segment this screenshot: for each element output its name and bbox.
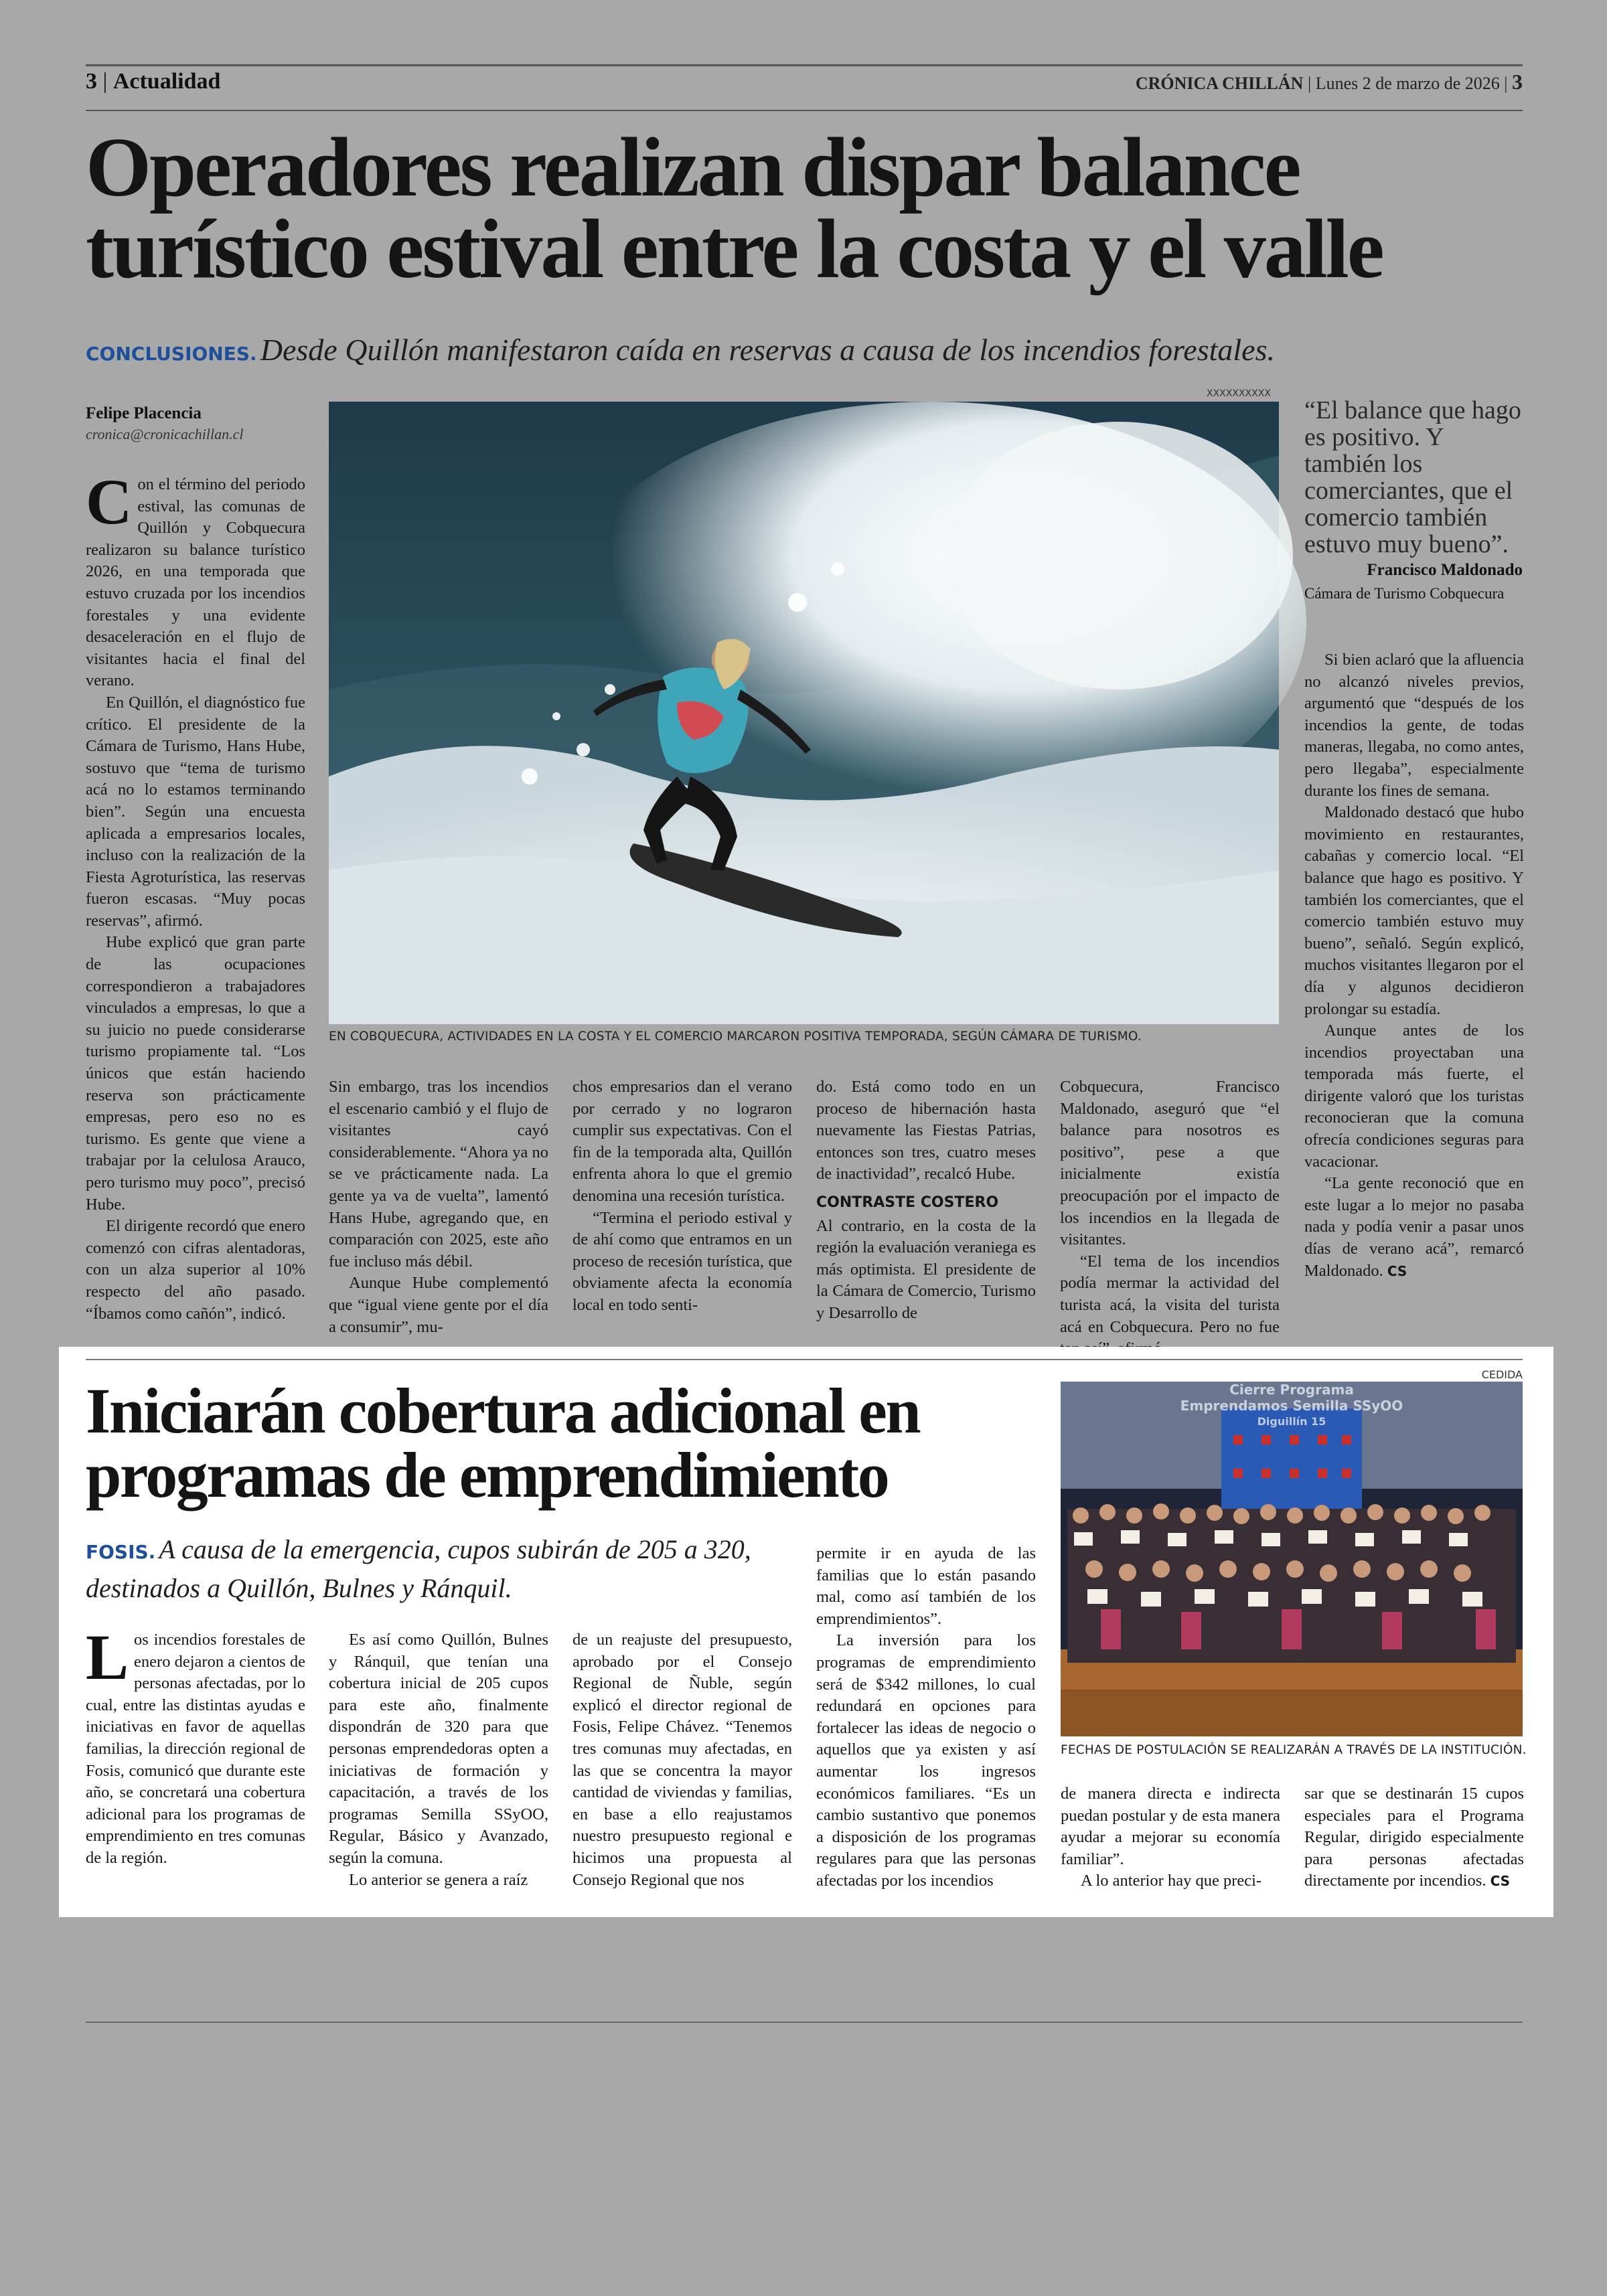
- section-name: Actualidad: [112, 69, 221, 94]
- article2-col3-p1: de un reajuste del presupuesto, aprobado por el Consejo Regional de Ñuble, según explicó el director regional de Fosis, Felipe Chávez. “Tenemos tres comunas muy afectadas, en las que se concentra la mayor cantidad de viviendas y familias, en base a ello reajustamos nuestro presupuesto regional e hicimos una propuesta al Consejo Regional que nos: [572, 1631, 792, 1889]
- end-mark-2: CS: [1490, 1873, 1511, 1890]
- article2-headline-line2: programas de emprendimiento: [86, 1439, 889, 1511]
- article1-col1-p2: En Quillón, el diagnóstico fue crítico. El presidente de la Cámara de Turismo, Hans Hube, sostuvo que “tema de turismo acá no lo estamos terminando bien”. Según una encuesta aplicada a empresarios locales, incluso con la realización de la Fiesta Agroturística, las reservas fueron escasas. “Muy pocas reservas”, afirmó.: [86, 693, 305, 930]
- graduation-photo: [1061, 1382, 1523, 1736]
- article1-col5-p1: Cobquecura, Francisco Maldonado, aseguró que “el balance para nosotros es positivo”, pese a que inicialmente existía preocupación por el impacto de los incendios en la llegada de visitantes.: [1060, 1078, 1280, 1249]
- article1-column-1: [86, 466, 305, 1344]
- article2-column-1: [86, 1621, 305, 1904]
- surf-photo-image: [329, 402, 1279, 1024]
- page-bottom-rule: [86, 2022, 1523, 2023]
- article2-column-5: [1061, 1783, 1280, 1904]
- page-number-right: 3: [1512, 70, 1523, 94]
- article1-subhead: CONTRASTE COSTERO: [816, 1194, 999, 1211]
- article1-col4-p2: Al contrario, en la costa de la región la evaluación veraniega es más optimista. El presidente de la Cámara de Comercio, Turismo y Desarrollo de: [816, 1216, 1036, 1322]
- quote-role: Cámara de Turismo Cobquecura: [1304, 585, 1505, 602]
- photo-credit-surf: XXXXXXXXXX: [1207, 388, 1271, 399]
- graduation-photo-image: [1061, 1382, 1523, 1736]
- article1-col3-p2: “Termina el periodo estival y de ahí como que entramos en un proceso de recesión turística, que obviamente afecta la economía local en todo senti-: [572, 1208, 792, 1314]
- surf-photo: [329, 402, 1279, 1024]
- page-number-left: 3: [86, 69, 97, 94]
- article1-byline: [86, 404, 307, 443]
- article2-col4-p1: permite ir en ayuda de las familias que lo están pasando mal, como así también de los emprendimientos”.: [816, 1544, 1036, 1628]
- surf-photo-caption: EN COBQUECURA, ACTIVIDADES EN LA COSTA Y EL COMERCIO MARCARON POSITIVA TEMPORADA, SEGÚN CÁMARA DE TURISMO.: [329, 1030, 1142, 1044]
- article2-col1-p1: [86, 1621, 305, 1870]
- article1-deck-text: Desde Quillón manifestaron caída en reservas a causa de los incendios forestales.: [260, 333, 1276, 367]
- article2-col4-p2: La inversión para los programas de emprendimiento será de $342 millones, lo cual redundará en opciones para fortalecer las ideas de negocio o aquellos que ya existen y así aumentar los ingresos económicos familiares. “Es un cambio sustantivo que ponemos a disposición de los programas regulares para que las personas afectadas por los incendios: [816, 1631, 1036, 1890]
- article1-deck: [86, 332, 1525, 367]
- article1-column-2: [329, 1076, 548, 1344]
- article2-col1-p1-text: os incendios forestales de enero dejaron a cientos de personas afectadas, por lo cual, entre las distintas ayudas e iniciativas en favor de aquellas familias, la dirección regional de Fosis, comunicó que durante este año, se concretará una cobertura adicional para los programas de emprendimiento en tres comunas de la región.: [86, 1631, 305, 1867]
- article1-column-6: [1304, 649, 1524, 1345]
- graduation-photo-caption: FECHAS DE POSTULACIÓN SE REALIZARÁN A TRAVÉS DE LA INSTITUCIÓN.: [1061, 1743, 1527, 1757]
- header-divider-right: |: [1307, 74, 1316, 93]
- article2-col6-p1: [1304, 1783, 1524, 1892]
- article1-column-4: [816, 1076, 1036, 1344]
- article1-col6-p3: Aunque antes de los incendios proyectaban una temporada más fuerte, el dirigente valoró que los turistas reconocieran que la comuna ofrecía condiciones seguras para vacacionar.: [1304, 1021, 1524, 1171]
- article1-col1-p3: Hube explicó que gran parte de las ocupaciones correspondieron a trabajadores vinculados a empresas, lo que a su juicio no puede considerarse turismo propiamente tal. “Los únicos que están haciendo reserva son prácticamente empresas, pero eso no es turismo. Es gente que viene a trabajar por la celulosa Arauco, pero turismo muy poco”, precisó Hube.: [86, 933, 305, 1214]
- article2-column-2: [329, 1629, 548, 1904]
- article1-kicker: CONCLUSIONES.: [86, 343, 257, 365]
- article1-headline: [86, 121, 1525, 296]
- banner-line-1: Cierre Programa: [1229, 1382, 1354, 1398]
- article2-top-rule: [86, 1359, 1523, 1360]
- quote-author: Francisco Maldonado: [1367, 561, 1523, 579]
- article1-col1-p1: [86, 466, 305, 692]
- article1-headline-line1: Operadores realizan dispar balance: [86, 121, 1300, 214]
- article1-col6-p4: [1304, 1173, 1524, 1282]
- article1-col6-p1: Si bien aclaró que la afluencia no alcanzó niveles previos, argumentó que “después de los incendios la gente, de todas maneras, llegaba, no como antes, pero llegaba”, especialmente durante los fines de semana.: [1304, 651, 1524, 800]
- article1-col1-p4: El dirigente recordó que enero comenzó con cifras alentadoras, con un alza superior al 10% respecto del año pasado. “Íbamos como cañón”, indicó.: [86, 1217, 305, 1323]
- article2-col5-p1: de manera directa e indirecta puedan postular y de esta manera ayudar a mejorar su economía familiar”.: [1061, 1785, 1280, 1868]
- pull-quote: “El balance que hago es positivo. Y también los comerciantes, que el comercio también estuvo muy bueno”.: [1304, 396, 1521, 558]
- article2-column-4: [816, 1543, 1036, 1904]
- header-top-rule: [86, 64, 1523, 66]
- article1-col4-p1: do. Está como todo en un proceso de hibernación hasta nuevamente las Fiestas Patrias, entonces son tres, cuatro meses de inactividad”, recalcó Hube.: [816, 1078, 1036, 1183]
- article2-headline-line1: Iniciarán cobertura adicional en: [86, 1375, 920, 1447]
- article2-column-6: [1304, 1783, 1524, 1904]
- header-divider: |: [102, 69, 113, 94]
- article1-headline-line2: turístico estival entre la costa y el valle: [86, 203, 1383, 296]
- article2-deck: [86, 1533, 755, 1611]
- header-bottom-rule: [86, 110, 1523, 111]
- banner-line-2: Emprendamos Semilla SSyOO: [1180, 1398, 1403, 1414]
- author-name: Felipe Placencia: [86, 404, 202, 422]
- article1-column-3: [572, 1076, 792, 1344]
- end-mark: CS: [1387, 1262, 1407, 1279]
- publication-name: CRÓNICA CHILLÁN: [1135, 74, 1304, 93]
- issue-date: Lunes 2 de marzo de 2026: [1315, 74, 1500, 93]
- article2-headline: [86, 1375, 1023, 1511]
- page-header-right: [1136, 67, 1523, 96]
- photo-credit-cedida: CEDIDA: [1481, 1368, 1523, 1381]
- dropcap-2: L: [86, 1621, 129, 1693]
- article1-col6-p2: Maldonado destacó que hubo movimiento en restaurantes, cabañas y comercio local. “El balance que hago es positivo. Y también los comerciantes, que el comercio también estuvo muy bueno”, señaló. Según explicó, muchos visitantes llegaron por el día y algunos decidieron prolongar su estadía.: [1304, 803, 1524, 1018]
- article2-column-3: [572, 1629, 792, 1904]
- dropcap: C: [86, 466, 133, 538]
- author-email: cronica@cronicachillan.cl: [86, 426, 244, 442]
- article1-col1-p1-text: on el término del periodo estival, las comunas de Quillón y Cobquecura realizaron su balance turístico 2026, en una temporada que estuvo cruzada por los incendios forestales y una evidente desaceleración en el flujo de visitantes hacia el final del verano.: [86, 475, 305, 690]
- article2-col6-p1-text: sar que se destinarán 15 cupos especiales para el Programa Regular, dirigido especialmente para personas afectadas directamente por incendios.: [1304, 1785, 1524, 1890]
- article2-kicker: FOSIS.: [86, 1541, 156, 1563]
- article2-deck-text: A causa de la emergencia, cupos subirán de 205 a 320, destinados a Quillón, Bulnes y Ránquil.: [86, 1534, 751, 1603]
- article1-col3-p1: chos empresarios dan el verano por cerrado y no lograron cumplir sus expectativas. Con el fin de la temporada alta, Quillón enfrenta ahora lo que el gremio denomina una recesión turística.: [572, 1078, 792, 1205]
- article2-col2-p2: Lo anterior se genera a raíz: [349, 1870, 528, 1889]
- article2-col2-p1: Es así como Quillón, Bulnes y Ránquil, que tenían una cobertura inicial de 205 cupos para este año, finalmente dispondrán de 320 para que personas emprendedoras opten a iniciativas de formación y capacitación, a través de los programas Semilla SSyOO, Regular, Básico y Avanzado, según la comuna.: [329, 1631, 548, 1867]
- graduation-group: [1067, 1503, 1516, 1663]
- stage-banner: [1061, 1382, 1523, 1430]
- article2-col5-p2: A lo anterior hay que preci-: [1081, 1872, 1262, 1890]
- banner-line-3: Diguillín 15: [1257, 1415, 1326, 1428]
- header-divider-right-2: |: [1504, 74, 1512, 93]
- article1-column-5: [1060, 1076, 1280, 1344]
- article1-col6-p4-text: “La gente reconoció que en este lugar a lo mejor no pasaba nada y podía venir a pasar unos días de verano acá”, remarcó Maldonado.: [1304, 1174, 1524, 1280]
- article1-col5-p2: “El tema de los incendios podía mermar la actividad del turista acá, la visita del turista acá en Cobquecura. Pero no fue: [1060, 1252, 1280, 1336]
- article1-col2-p2: Aunque Hube complementó que “igual viene gente por el día a consumir”, mu-: [329, 1274, 548, 1336]
- article1-col2-p1: Sin embargo, tras los incendios el escenario cambió y el flujo de visitantes cayó considerablemente. “Ahora ya no se ve prácticamente nada. La gente ya va de vuelta”, lamentó Hans Hube, agregando que, en comparación con 2025, este año fue incluso más débil.: [329, 1078, 548, 1270]
- page-header-left: [86, 67, 220, 96]
